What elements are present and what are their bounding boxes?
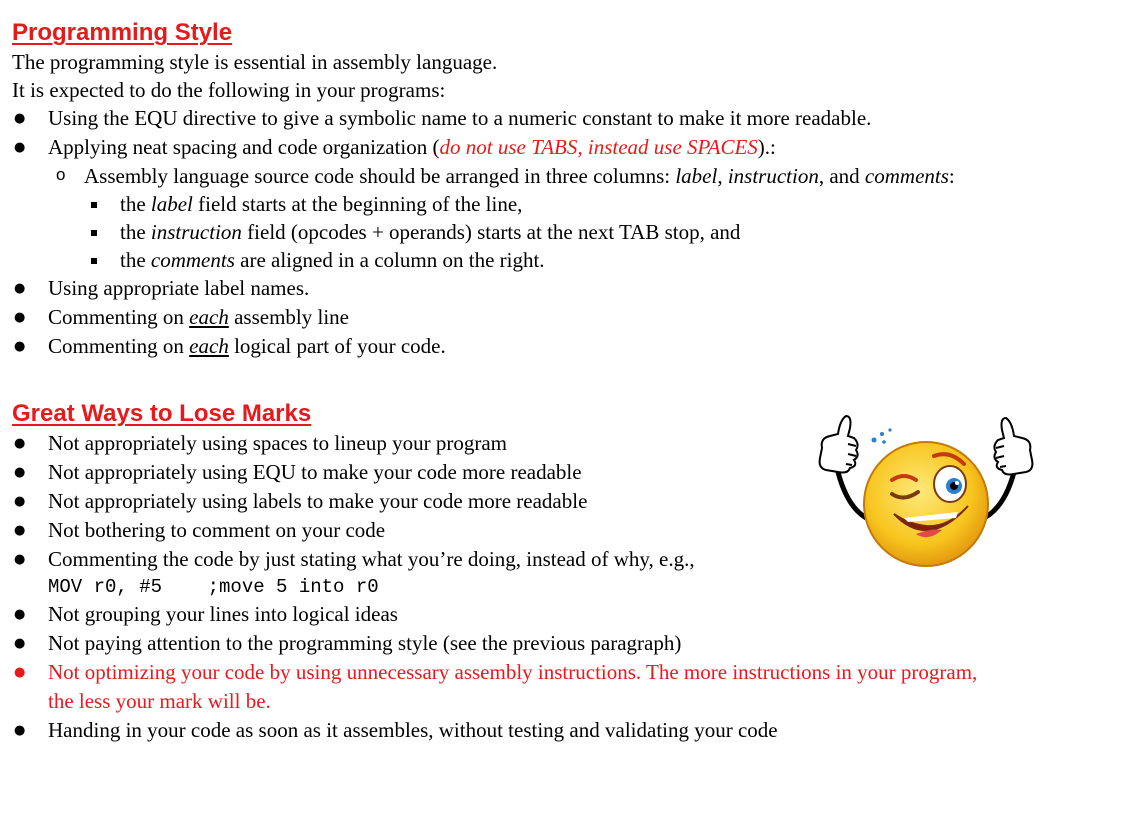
- comment-line-pre: Commenting on: [48, 305, 190, 329]
- columns-sep-2: , and: [818, 164, 865, 188]
- intro-line-1: The programming style is essential in assembly language.: [12, 50, 498, 74]
- lose-item-optimizing: [12, 658, 1122, 716]
- spacing-text-pre: Applying neat spacing and code organization (: [48, 135, 440, 159]
- label-post: field starts at the beginning of the line,: [192, 192, 523, 216]
- columns-sep-1: ,: [717, 164, 728, 188]
- columns-end: :: [948, 164, 955, 188]
- intro-line-2: It is expected to do the following in your programs:: [12, 78, 446, 102]
- label-term: label: [150, 192, 193, 216]
- what-not-why-text: Commenting the code by just stating what you’re doing, instead of why, e.g.,: [48, 547, 695, 571]
- list-item-spacing: [12, 133, 1122, 162]
- spacing-warning: do not use TABS, instead use SPACES: [439, 135, 758, 159]
- optimizing-line-1: Not optimizing your code by using unnecessary assembly instructions. The more instructions in your program,: [48, 660, 978, 684]
- programming-style-heading: Programming Style: [12, 19, 233, 46]
- list-item-comment-part: [12, 332, 1122, 361]
- lose-item-no-comments: ● Not bothering to comment on your code: [12, 516, 1122, 545]
- comment-part-pre: Commenting on: [48, 334, 190, 358]
- lose-item-grouping: ● Not grouping your lines into logical ideas: [12, 600, 1122, 629]
- lose-item-labels: ● Not appropriately using labels to make your code more readable: [12, 487, 1122, 516]
- comment-part-emphasis: each: [189, 334, 229, 358]
- comment-line-post: assembly line: [228, 305, 349, 329]
- list-item-equ: ● Using the EQU directive to give a symbolic name to a numeric constant to make it more readable.: [12, 104, 1122, 133]
- columns-text: Assembly language source code should be arranged in three columns:: [84, 164, 676, 188]
- programming-style-list: [12, 104, 1122, 361]
- lose-item-spaces: ● Not appropriately using spaces to lineup your program: [12, 429, 1122, 458]
- instruction-pre: the: [120, 220, 151, 244]
- winking-thumbs-up-emoji-icon: [808, 410, 1044, 570]
- list-item-comment-line: [12, 303, 1122, 332]
- list-item-labels: ● Using appropriate label names.: [12, 274, 1122, 303]
- emoji-face: [864, 442, 988, 566]
- instruction-term: instruction: [150, 220, 242, 244]
- sub-sub-item-instruction: [12, 218, 1122, 246]
- right-thumbs-up-hand: [994, 418, 1032, 475]
- sub-sub-item-label: [12, 190, 1122, 218]
- columns-instruction-term: instruction: [727, 164, 819, 188]
- code-example: MOV r0, #5 ;move 5 into r0: [48, 576, 379, 598]
- sub-sub-item-comments: [12, 246, 1122, 274]
- columns-label-term: label: [675, 164, 718, 188]
- comments-term: comments: [150, 248, 235, 272]
- columns-comments-term: comments: [864, 164, 949, 188]
- left-thumbs-up-hand: [820, 416, 858, 473]
- lose-marks-heading: Great Ways to Lose Marks: [12, 400, 312, 427]
- lose-item-equ: ● Not appropriately using EQU to make your code more readable: [12, 458, 1122, 487]
- instruction-post: field (opcodes + operands) starts at the next TAB stop, and: [241, 220, 741, 244]
- section-gap: [12, 361, 1122, 399]
- lose-item-style: ● Not paying attention to the programming style (see the previous paragraph): [12, 629, 1122, 658]
- label-pre: the: [120, 192, 151, 216]
- comment-part-post: logical part of your code.: [228, 334, 446, 358]
- optimizing-line-2: the less your mark will be.: [48, 689, 271, 713]
- comment-line-emphasis: each: [189, 305, 229, 329]
- sub-item-columns: [12, 162, 1122, 190]
- document-page: [12, 18, 1122, 745]
- lose-item-testing: ● Handing in your code as soon as it assembles, without testing and validating your code: [12, 716, 1122, 745]
- comments-post: are aligned in a column on the right.: [234, 248, 545, 272]
- spacing-text-post: ).:: [757, 135, 776, 159]
- comments-pre: the: [120, 248, 151, 272]
